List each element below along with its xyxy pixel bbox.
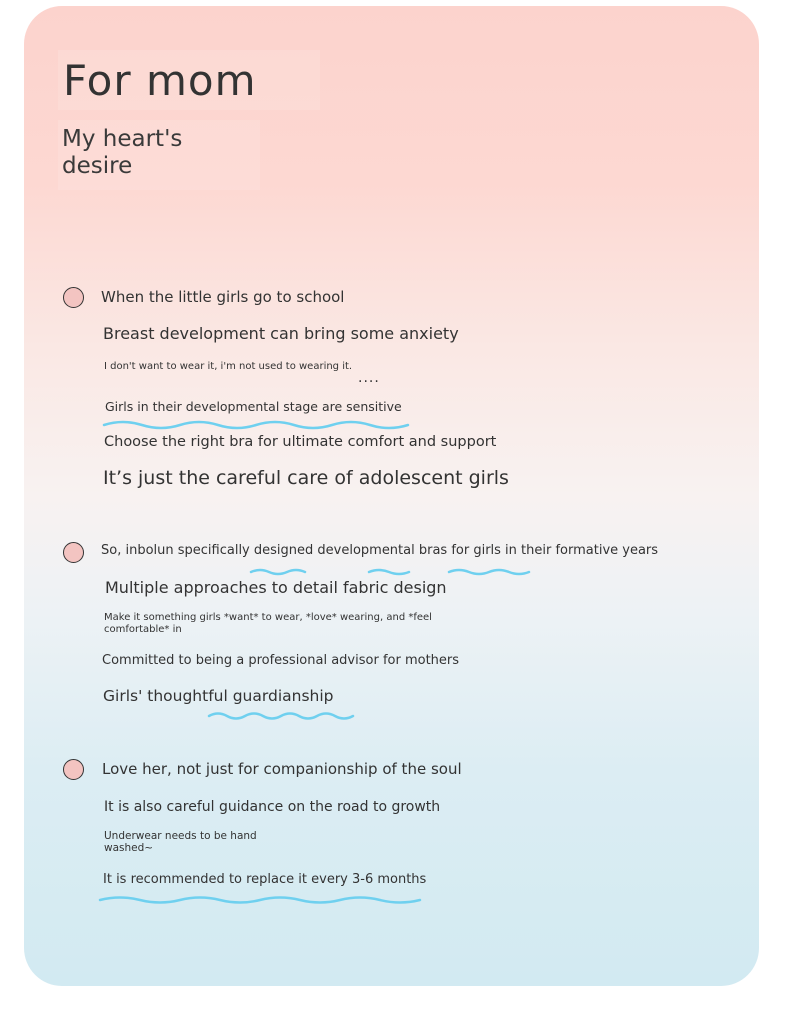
ellipsis-dots: ....	[358, 370, 380, 386]
section-2-line-1: Multiple approaches to detail fabric design	[105, 578, 447, 597]
section-2-line-4: Girls' thoughtful guardianship	[103, 687, 334, 705]
section-1-bullet-icon	[63, 287, 84, 308]
section-3-line-3: It is recommended to replace it every 3-6 months	[103, 872, 427, 887]
section-2-line-3: Committed to being a professional advisor for mothers	[102, 653, 460, 668]
section-3-line-2: Underwear needs to be hand washed~	[104, 830, 257, 854]
section-2-bullet-icon	[63, 542, 84, 563]
wavy-underline-2	[249, 566, 539, 578]
page-subtitle: My heart's desire	[62, 126, 183, 179]
section-3-line-1: It is also careful guidance on the road to growth	[104, 799, 441, 815]
section-1-line-3: Girls in their developmental stage are sensitive	[105, 399, 402, 414]
wavy-underline-4	[98, 894, 424, 906]
section-2-line-2: Make it something girls *want* to wear, *love* wearing, and *feel comfortable* in	[104, 612, 432, 635]
section-2-heading: So, inbolun specifically designed developmental bras for girls in their formative years	[101, 543, 659, 558]
section-1-heading: When the little girls go to school	[101, 288, 345, 306]
section-1-line-2: I don't want to wear it, i'm not used to wearing it.	[104, 361, 353, 372]
content-card	[24, 6, 759, 986]
section-1-line-4: Choose the right bra for ultimate comfort and support	[104, 434, 497, 450]
page-title: For mom	[63, 56, 257, 105]
section-1-line-1: Breast development can bring some anxiety	[103, 324, 459, 343]
section-3-bullet-icon	[63, 759, 84, 780]
section-3-heading: Love her, not just for companionship of the soul	[102, 760, 462, 778]
wavy-underline-1	[102, 419, 412, 431]
wavy-underline-3	[207, 710, 362, 722]
section-1-line-5: It’s just the careful care of adolescent girls	[103, 467, 509, 489]
